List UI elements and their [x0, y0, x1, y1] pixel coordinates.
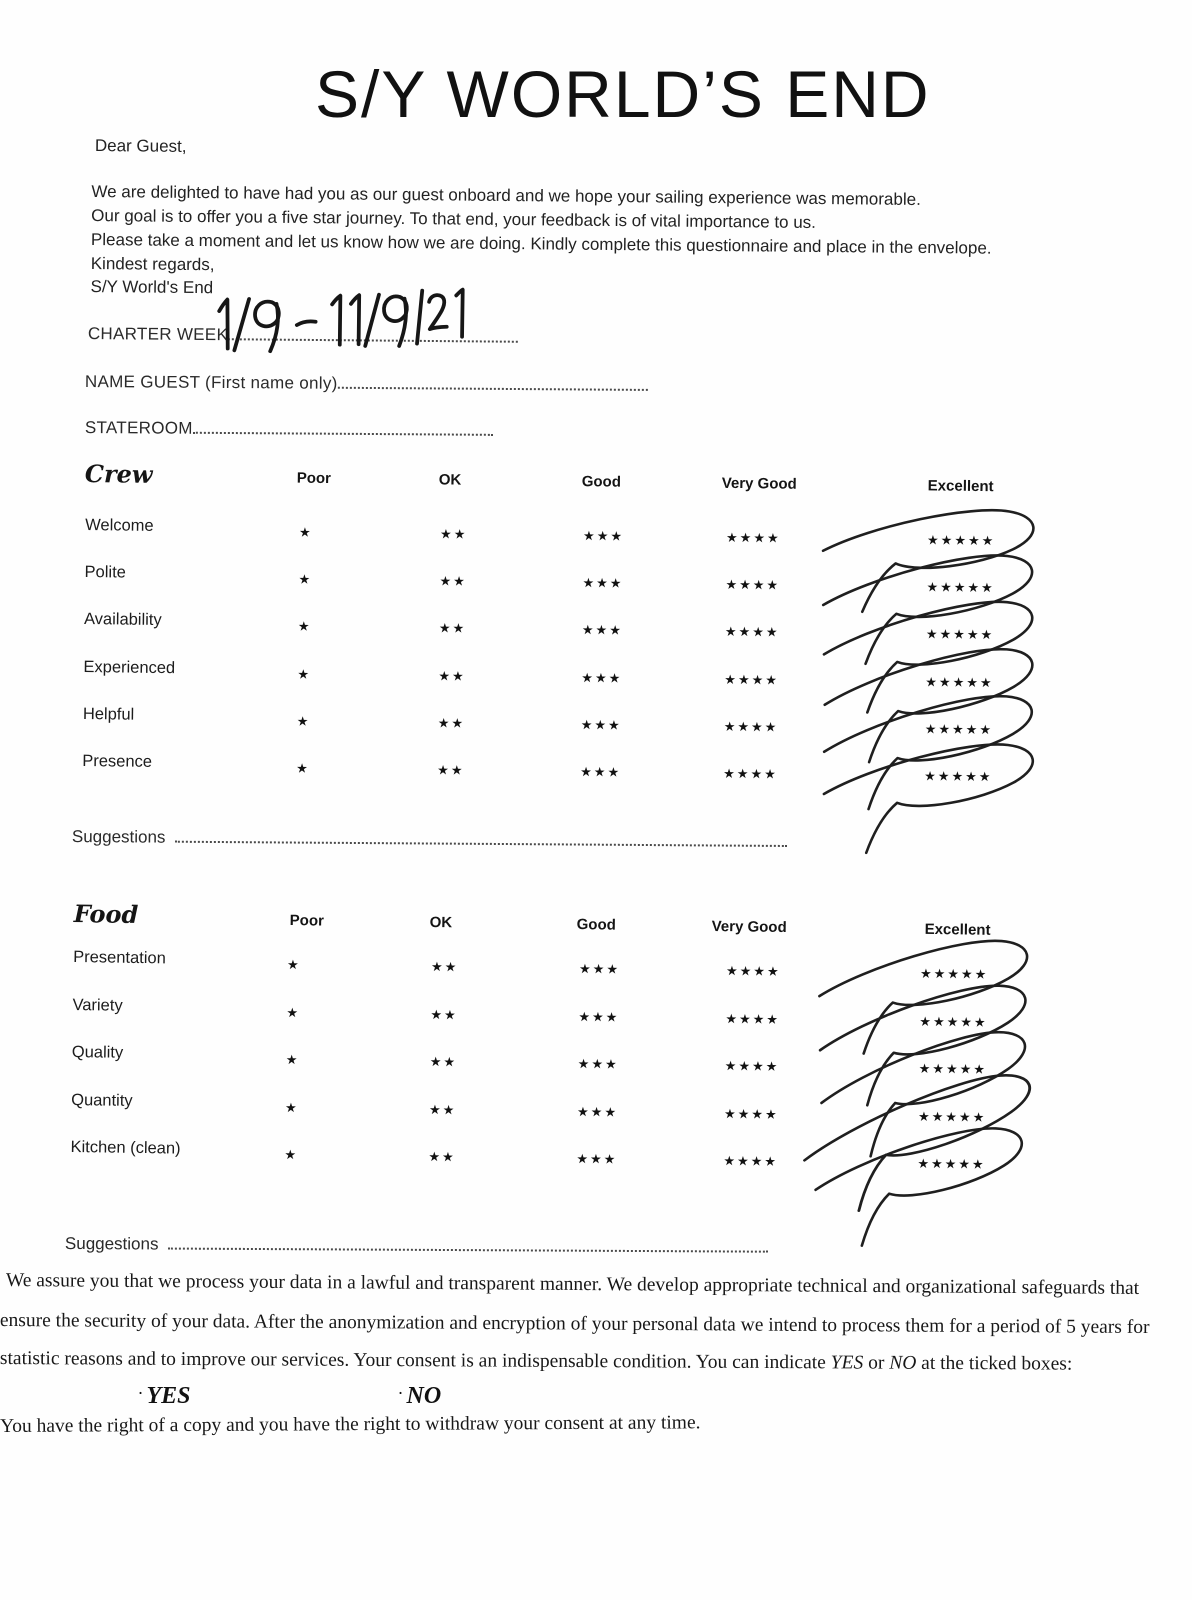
rating-row-label-variety: Variety [72, 995, 123, 1015]
stars-very-good-helpful: ★★★★ [723, 719, 779, 736]
rating-row-label-helpful: Helpful [82, 704, 135, 724]
handwritten-circle [820, 592, 1045, 719]
letter-greeting: Dear Guest, [94, 136, 187, 156]
rating-row-label-presentation: Presentation [73, 948, 166, 968]
stars-excellent-variety: ★★★★★ [919, 1014, 988, 1031]
stars-good-helpful: ★★★ [580, 717, 622, 734]
consent-text: statistic reasons and to improve our services. Your consent is an indispensable condition. You can indicate [0, 1348, 831, 1374]
stars-poor-quality: ★ [285, 1053, 300, 1069]
rating-row-label-quality: Quality [71, 1043, 124, 1062]
stars-good-quantity: ★★★ [576, 1104, 619, 1121]
stars-good-polite: ★★★ [582, 576, 624, 592]
stars-excellent-presentation: ★★★★★ [919, 966, 989, 983]
stars-very-good-kitchen-clean: ★★★★ [723, 1154, 779, 1170]
tick-dot: · [138, 1383, 143, 1403]
stars-good-kitchen-clean: ★★★ [576, 1152, 618, 1168]
column-header-excellent: Excellent [927, 477, 994, 496]
consent-footer: You have the right of a copy and you have the right to withdraw your consent at any time. [0, 1412, 701, 1437]
stars-excellent-welcome: ★★★★★ [926, 533, 996, 550]
name-guest-dotted-line [338, 370, 648, 391]
column-header-very-good: Very Good [721, 474, 797, 493]
food-suggestions-line [65, 1230, 768, 1258]
stars-poor-availability: ★ [297, 620, 312, 636]
stars-ok-helpful: ★★ [437, 716, 466, 732]
food-rating-table [0, 898, 1192, 1215]
stars-good-experienced: ★★★ [581, 670, 623, 687]
suggestions-label: Suggestions [71, 826, 166, 847]
stateroom-label: STATEROOM [84, 417, 193, 438]
stars-ok-presentation: ★★ [430, 960, 459, 976]
stars-ok-experienced: ★★ [438, 668, 466, 685]
stars-poor-welcome: ★ [299, 525, 313, 541]
stars-ok-kitchen-clean: ★★ [428, 1150, 456, 1166]
letter-body-line: Please take a moment and let us know how we are doing. Kindly complete this questionnaire and place in the envelope. [90, 229, 992, 258]
suggestions-dotted-line [168, 1231, 768, 1253]
stars-poor-quantity: ★ [284, 1100, 299, 1116]
column-header-ok: OK [429, 914, 453, 932]
column-header-ok: OK [438, 471, 462, 489]
field-stateroom [85, 414, 493, 441]
rating-row-label-kitchen-clean: Kitchen (clean) [70, 1138, 181, 1158]
page-title: S/Y WORLD’S END [315, 57, 931, 131]
stars-ok-presence: ★★ [437, 763, 465, 779]
stars-poor-experienced: ★ [297, 667, 312, 683]
letter-block [90, 134, 1092, 314]
handwritten-circle [811, 1117, 1037, 1254]
consent-text: or [863, 1352, 890, 1374]
letter-signature: S/Y World's End [90, 276, 214, 298]
charter-week-label: CHARTER WEEK [87, 323, 229, 345]
handwritten-circle [815, 930, 1040, 1060]
stars-poor-presence: ★ [296, 761, 310, 777]
handwritten-circle [820, 502, 1041, 616]
stars-poor-helpful: ★ [296, 714, 311, 730]
column-header-good: Good [576, 916, 616, 934]
rating-row-label-polite: Polite [84, 563, 126, 582]
column-header-poor: Poor [296, 469, 332, 488]
stars-excellent-kitchen-clean: ★★★★★ [917, 1156, 986, 1173]
tick-dot: · [398, 1383, 403, 1403]
consent-no-option [398, 1383, 441, 1410]
stars-poor-kitchen-clean: ★ [284, 1147, 299, 1164]
name-guest-label: NAME GUEST (First name only) [84, 371, 338, 393]
crew-rating-table [0, 458, 1192, 843]
consent-yes-option [138, 1383, 191, 1410]
rating-row-label-welcome: Welcome [85, 516, 154, 535]
suggestions-label: Suggestions [64, 1234, 159, 1254]
stars-ok-quality: ★★ [429, 1055, 458, 1071]
stars-good-quality: ★★★ [577, 1057, 619, 1073]
column-header-very-good: Very Good [711, 917, 787, 936]
stars-good-presentation: ★★★ [578, 962, 621, 978]
letter-body-line: We are delighted to have had you as our guest onboard and we hope your sailing experience was memorable. [91, 181, 921, 209]
consent-paragraph-line: We assure you that we process your data in a lawful and transparent manner. We develop appropriate technical and organizational safeguards that [5, 1270, 1140, 1299]
stars-excellent-polite: ★★★★★ [926, 580, 995, 597]
stars-good-variety: ★★★ [578, 1009, 620, 1026]
stars-very-good-presence: ★★★★ [723, 766, 778, 783]
stars-ok-variety: ★★ [430, 1007, 458, 1023]
handwritten-circle [820, 685, 1045, 816]
handwritten-annotations [0, 458, 1192, 843]
consent-no-label: NO [406, 1383, 442, 1409]
consent-paragraph-line [0, 1348, 1072, 1376]
food-section-title: Food [73, 899, 139, 929]
letter-closing: Kindest regards, [90, 253, 215, 275]
column-header-excellent: Excellent [924, 920, 991, 939]
stars-very-good-welcome: ★★★★ [725, 530, 781, 547]
stars-excellent-helpful: ★★★★★ [924, 722, 994, 738]
crew-section-title: Crew [84, 459, 153, 489]
stars-ok-quantity: ★★ [428, 1102, 457, 1118]
handwritten-circle [816, 1020, 1043, 1166]
consent-yes-label: YES [146, 1383, 191, 1409]
stars-poor-variety: ★ [286, 1005, 301, 1021]
stars-very-good-experienced: ★★★★ [724, 672, 780, 689]
stateroom-dotted-line [193, 415, 493, 436]
stars-excellent-quantity: ★★★★★ [917, 1109, 987, 1126]
handwritten-charter-week-value [211, 287, 473, 358]
rating-row-label-availability: Availability [83, 610, 162, 630]
stars-excellent-experienced: ★★★★★ [925, 674, 994, 691]
stars-very-good-quality: ★★★★ [724, 1059, 780, 1075]
rating-row-label-experienced: Experienced [83, 657, 176, 677]
stars-excellent-presence: ★★★★★ [924, 769, 993, 786]
stars-good-welcome: ★★★ [582, 529, 625, 545]
consent-yes-word: YES [830, 1352, 864, 1374]
consent-no-word: NO [889, 1352, 917, 1374]
stars-very-good-polite: ★★★★ [725, 578, 781, 594]
rating-row-label-quantity: Quantity [71, 1090, 133, 1110]
field-name-guest [85, 368, 648, 396]
crew-suggestions-line [72, 823, 787, 852]
stars-very-good-presentation: ★★★★ [725, 964, 781, 980]
handwritten-annotations [0, 898, 1192, 1215]
handwritten-circle [815, 974, 1042, 1114]
stars-ok-polite: ★★ [439, 574, 467, 590]
stars-excellent-quality: ★★★★★ [918, 1061, 988, 1078]
handwritten-circle [820, 735, 1044, 859]
rating-row-label-presence: Presence [82, 752, 153, 771]
suggestions-dotted-line [175, 824, 787, 847]
handwritten-circle [820, 546, 1044, 670]
stars-good-presence: ★★★ [580, 765, 622, 781]
handwritten-circle [821, 638, 1046, 769]
consent-paragraph-line: ensure the security of your data. After the anonymization and encryption of your personal data we intend to process them for a period of 5 years for [0, 1310, 1150, 1339]
stars-very-good-variety: ★★★★ [725, 1011, 781, 1028]
stars-excellent-availability: ★★★★★ [925, 627, 995, 644]
stars-very-good-quantity: ★★★★ [723, 1106, 779, 1123]
stars-ok-welcome: ★★ [440, 527, 468, 543]
stars-poor-presentation: ★ [286, 958, 301, 974]
column-header-good: Good [581, 473, 622, 491]
column-header-poor: Poor [289, 912, 325, 930]
letter-body-line: Our goal is to offer you a five star journey. To that end, your feedback is of vital importance to us. [91, 205, 817, 232]
consent-text: at the ticked boxes: [916, 1352, 1073, 1375]
stars-good-availability: ★★★ [581, 623, 623, 640]
stars-ok-availability: ★★ [438, 621, 467, 638]
stars-poor-polite: ★ [298, 572, 313, 589]
stars-very-good-availability: ★★★★ [724, 625, 780, 641]
